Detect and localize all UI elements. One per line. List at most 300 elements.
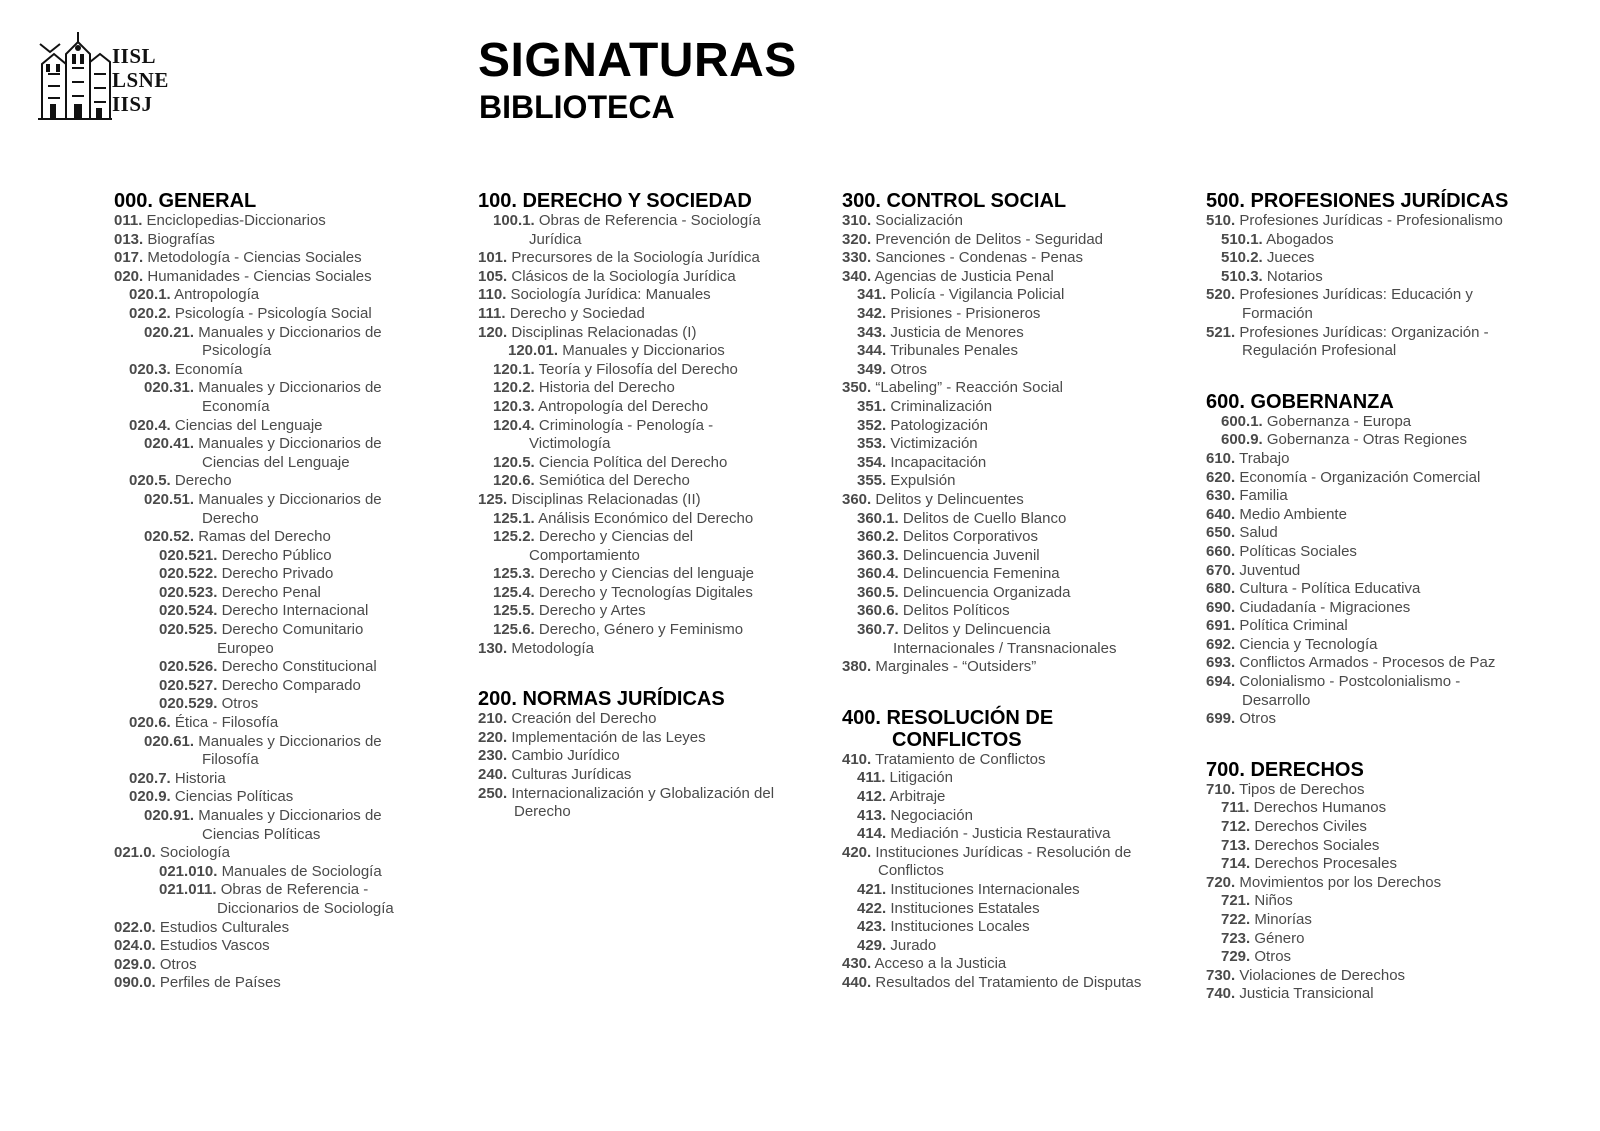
classification-entry (842, 249, 1182, 268)
entry-code: 120.2. (493, 379, 535, 397)
entry-code: 130. (478, 639, 508, 657)
entry-code: 600.1. (1221, 412, 1263, 430)
entry-code: 020.7. (129, 769, 171, 787)
classification-entry (1206, 487, 1546, 506)
entry-code: 360.3. (857, 546, 899, 564)
entry-code: 353. (857, 435, 887, 453)
classification-entry (842, 398, 1182, 417)
entry-label: Prevención de Delitos - Seguridad (875, 230, 1104, 248)
entry-code: 020.31. (144, 379, 195, 397)
entry-code: 423. (857, 918, 887, 936)
classification-entry (114, 324, 454, 361)
section-heading-text: 500. PROFESIONES JURÍDICAS (1206, 190, 1509, 212)
entry-code: 660. (1206, 542, 1236, 560)
entry-label: Derechos Sociales (1254, 836, 1380, 854)
classification-entry (842, 528, 1182, 547)
entry-label: Patologización (890, 416, 988, 434)
classification-entry (478, 491, 818, 510)
entry-code: 120.1. (493, 360, 535, 378)
classification-entry (1206, 543, 1546, 562)
entry-label: Internacionalización y Globalización del (511, 784, 775, 802)
entry-code: 360.5. (857, 583, 899, 601)
entry-code: 342. (857, 304, 887, 322)
classification-entry (114, 714, 454, 733)
entry-code: 230. (478, 747, 508, 765)
classification-entry (842, 472, 1182, 491)
classification-entry (1206, 212, 1546, 231)
classification-entry (1206, 524, 1546, 543)
classification-entry (478, 747, 818, 766)
classification-entry (842, 379, 1182, 398)
entry-code: 013. (114, 230, 144, 248)
entry-code: 220. (478, 728, 508, 746)
classification-entry (842, 491, 1182, 510)
classification-entry (1206, 249, 1546, 268)
entry-code: 120.4. (493, 416, 535, 434)
classification-entry (114, 584, 454, 603)
entry-label: Economía (174, 360, 243, 378)
entry-code: 105. (478, 267, 508, 285)
classification-entry (478, 361, 818, 380)
classification-entry (478, 379, 818, 398)
entry-label: Socialización (875, 212, 963, 229)
page-title: SIGNATURAS (478, 34, 797, 87)
entry-label: Biografías (147, 230, 215, 248)
entry-code: 343. (857, 323, 887, 341)
entry-label: Clásicos de la Sociología Jurídica (511, 267, 736, 285)
entry-code: 210. (478, 710, 508, 728)
classification-entry (842, 751, 1182, 770)
classification-entry (114, 677, 454, 696)
entry-label-continuation: Europeo (217, 639, 274, 657)
classification-entry (1206, 469, 1546, 488)
entry-label: Manuales de Sociología (221, 862, 382, 880)
entry-code: 330. (842, 249, 872, 267)
entry-code: 620. (1206, 468, 1236, 486)
section-heading-text: 000. GENERAL (114, 190, 257, 212)
entry-label: Manuales y Diccionarios de (198, 323, 382, 341)
entry-label: Profesiones Jurídicas - Profesionalismo (1239, 212, 1503, 229)
entry-label: Derecho Comparado (221, 676, 361, 694)
entry-code: 125. (478, 490, 508, 508)
entry-label-continuation: Derecho (514, 803, 571, 821)
entry-code: 125.4. (493, 583, 535, 601)
entry-label-continuation: Derecho (202, 509, 259, 527)
entry-code: 422. (857, 899, 887, 917)
entry-code: 120. (478, 323, 508, 341)
entry-label-continuation: Comportamiento (529, 546, 640, 564)
entry-label: Ciencia y Tecnología (1239, 635, 1378, 653)
entry-label: Ciudadanía - Migraciones (1239, 598, 1411, 616)
section (1206, 391, 1546, 729)
entry-label: Trabajo (1239, 449, 1290, 467)
entry-label: Derecho Constitucional (221, 658, 377, 676)
entry-code: 713. (1221, 836, 1251, 854)
entry-label: Justicia Transicional (1239, 985, 1374, 1003)
classification-entry (842, 342, 1182, 361)
classification-entry (842, 286, 1182, 305)
classification-entry (114, 547, 454, 566)
classification-entry (1206, 837, 1546, 856)
entry-label-continuation: Jurídica (529, 230, 582, 248)
classification-entry (114, 844, 454, 863)
entry-label: Estudios Culturales (159, 918, 290, 936)
entry-code: 120.6. (493, 472, 535, 490)
classification-entry (1206, 286, 1546, 323)
section-heading (1206, 759, 1546, 781)
classification-entry (478, 212, 818, 249)
classification-entry (114, 305, 454, 324)
entry-label: Ciencia Política del Derecho (538, 453, 728, 471)
section (1206, 190, 1546, 361)
entry-label: Obras de Referencia - Sociología (538, 212, 761, 229)
entry-code: 610. (1206, 449, 1236, 467)
entry-label: Abogados (1266, 230, 1334, 248)
entry-label: Justicia de Menores (890, 323, 1024, 341)
classification-entry (114, 695, 454, 714)
classification-entry (114, 379, 454, 416)
entry-code: 380. (842, 658, 872, 676)
entry-code: 020.21. (144, 323, 195, 341)
entry-code: 680. (1206, 580, 1236, 598)
entry-label: Delitos y Delincuencia (902, 621, 1051, 639)
entry-code: 125.5. (493, 602, 535, 620)
classification-entry (114, 937, 454, 956)
classification-entry (842, 435, 1182, 454)
entry-label-continuation: Conflictos (878, 862, 944, 880)
classification-entry (478, 324, 818, 343)
entry-code: 125.2. (493, 528, 535, 546)
entry-label: Otros (159, 955, 197, 973)
section (478, 688, 818, 822)
section (842, 707, 1182, 993)
entry-label: Género (1254, 929, 1305, 947)
entry-label: Delitos y Delincuentes (875, 490, 1024, 508)
classification-entry (842, 807, 1182, 826)
classification-entry (478, 342, 818, 361)
classification-entry (478, 602, 818, 621)
entry-label: Medio Ambiente (1239, 505, 1347, 523)
entry-label: Salud (1239, 524, 1278, 542)
entry-label: Derecho (174, 472, 232, 490)
classification-entry (114, 268, 454, 287)
entry-code: 011. (114, 212, 143, 229)
entry-label: Instituciones Jurídicas - Resolución de (875, 843, 1132, 861)
entry-code: 250. (478, 784, 508, 802)
entry-code: 125.3. (493, 565, 535, 583)
entry-label: Obras de Referencia - (220, 881, 369, 899)
entry-code: 020.91. (144, 807, 195, 824)
classification-entry (478, 640, 818, 659)
classification-entry (114, 788, 454, 807)
classification-entry (842, 324, 1182, 343)
classification-entry (478, 305, 818, 324)
section-heading-text: 200. NORMAS JURÍDICAS (478, 688, 725, 711)
entry-code: 020.3. (129, 360, 171, 378)
entry-label: Políticas Sociales (1239, 542, 1357, 560)
logo-line: LSNE (112, 68, 169, 92)
entry-code: 020.526. (159, 658, 218, 676)
section-heading (114, 190, 454, 212)
entry-code: 722. (1221, 911, 1251, 928)
classification-entry (842, 305, 1182, 324)
entry-label: Implementación de las Leyes (511, 728, 706, 746)
logo-text (112, 44, 169, 116)
classification-entry (478, 398, 818, 417)
entry-code: 723. (1221, 929, 1251, 947)
entry-label-continuation: Desarrollo (1242, 691, 1311, 709)
classification-entry (478, 417, 818, 454)
entry-code: 420. (842, 843, 872, 861)
entry-code: 740. (1206, 985, 1236, 1003)
entry-code: 120.01. (508, 342, 559, 360)
entry-code: 020.52. (144, 528, 195, 546)
entry-label: Jurado (890, 936, 937, 954)
classification-entry (842, 565, 1182, 584)
entry-code: 020. (114, 267, 144, 285)
section-heading (1206, 190, 1546, 212)
classification-entry (842, 918, 1182, 937)
entry-code: 349. (857, 360, 887, 378)
classification-entry (114, 472, 454, 491)
classification-entry (842, 825, 1182, 844)
entry-label: Derechos Procesales (1254, 855, 1397, 873)
entry-label: Antropología del Derecho (538, 397, 709, 415)
entry-code: 712. (1221, 818, 1251, 836)
classification-entry (478, 286, 818, 305)
entry-code: 720. (1206, 873, 1236, 891)
classification-entry (842, 788, 1182, 807)
entry-code: 020.6. (129, 714, 171, 732)
logo-line: IISJ (112, 92, 153, 116)
entry-code: 721. (1221, 892, 1251, 910)
entry-code: 510. (1206, 212, 1236, 229)
entry-label: Litigación (889, 769, 953, 787)
entry-label: Derecho Público (221, 546, 332, 564)
entry-label: Otros (221, 695, 259, 713)
classification-entry (114, 658, 454, 677)
classification-entry (842, 621, 1182, 658)
classification-entry (842, 937, 1182, 956)
entry-label: Semiótica del Derecho (538, 472, 690, 490)
entry-code: 630. (1206, 487, 1236, 505)
entry-code: 111. (478, 304, 506, 322)
entry-code: 351. (857, 397, 887, 415)
entry-code: 125.1. (493, 509, 535, 527)
classification-entry (114, 491, 454, 528)
classification-entry (842, 268, 1182, 287)
entry-label: Sociología Jurídica: Manuales (510, 286, 711, 304)
section-heading-continuation: CONFLICTOS (892, 728, 1022, 751)
entry-code: 412. (857, 788, 887, 806)
classification-entry (842, 547, 1182, 566)
entry-label: Sociología (159, 844, 230, 862)
entry-label: Derecho y Ciencias del lenguaje (538, 565, 755, 583)
entry-code: 310. (842, 212, 872, 229)
entry-code: 020.522. (159, 565, 218, 583)
entry-label: Metodología (511, 639, 594, 657)
entry-code: 730. (1206, 966, 1236, 984)
classification-entry (1206, 599, 1546, 618)
classification-entry (478, 510, 818, 529)
entry-code: 352. (857, 416, 887, 434)
entry-code: 020.529. (159, 695, 218, 713)
entry-code: 341. (857, 286, 887, 304)
logo-line: IISL (112, 44, 157, 68)
entry-code: 020.9. (129, 788, 171, 806)
entry-label: Acceso a la Justicia (874, 955, 1007, 973)
entry-label: Otros (890, 360, 928, 378)
classification-entry (1206, 710, 1546, 729)
entry-code: 020.523. (159, 583, 218, 601)
entry-label: Mediación - Justicia Restaurativa (890, 825, 1111, 843)
entry-code: 320. (842, 230, 872, 248)
entry-label: Manuales y Diccionarios (562, 342, 725, 360)
classification-entry (842, 417, 1182, 436)
entry-label: Manuales y Diccionarios de (198, 435, 382, 453)
entry-code: 694. (1206, 673, 1236, 691)
section-heading (478, 190, 818, 212)
entry-label: Delitos Corporativos (902, 528, 1038, 546)
entry-label: Tipos de Derechos (1239, 780, 1365, 798)
entry-label: Delitos Políticos (902, 602, 1010, 620)
entry-label: Ciencias Políticas (174, 788, 294, 806)
entry-label: Metodología - Ciencias Sociales (147, 249, 362, 267)
classification-entry (1206, 231, 1546, 250)
classification-entry (1206, 799, 1546, 818)
classification-entry (478, 565, 818, 584)
classification-entry (1206, 985, 1546, 1004)
entry-label: Economía - Organización Comercial (1239, 468, 1481, 486)
entry-code: 510.1. (1221, 230, 1263, 248)
classification-entry (1206, 636, 1546, 655)
entry-label: Tribunales Penales (890, 342, 1018, 360)
entry-code: 600.9. (1221, 431, 1263, 449)
classification-entry (1206, 892, 1546, 911)
entry-label-continuation: Psicología (202, 342, 272, 360)
entry-label: Minorías (1254, 911, 1312, 928)
entry-label-continuation: Ciencias Políticas (202, 825, 321, 843)
entry-code: 020.51. (144, 490, 195, 508)
entry-label: Policía - Vigilancia Policial (890, 286, 1065, 304)
entry-label: Derecho Internacional (221, 602, 369, 620)
entry-label: Instituciones Internacionales (890, 881, 1080, 898)
entry-label: Derecho y Artes (538, 602, 646, 620)
section-heading-text: 100. DERECHO Y SOCIEDAD (478, 190, 752, 212)
entry-label: Teoría y Filosofía del Derecho (538, 360, 738, 378)
entry-code: 410. (842, 750, 872, 768)
entry-label: Ética - Filosofía (174, 714, 279, 732)
entry-label: Incapacitación (890, 453, 987, 471)
section (1206, 759, 1546, 1004)
entry-code: 017. (114, 249, 144, 267)
entry-label: Gobernanza - Otras Regiones (1266, 431, 1467, 449)
entry-code: 360.1. (857, 509, 899, 527)
column-2 (478, 190, 818, 852)
entry-label: Cultura - Política Educativa (1239, 580, 1421, 598)
entry-code: 510.3. (1221, 267, 1263, 285)
entry-code: 020.5. (129, 472, 171, 490)
entry-label: Conflictos Armados - Procesos de Paz (1239, 654, 1496, 672)
classification-entry (1206, 654, 1546, 673)
entry-label: Análisis Económico del Derecho (538, 509, 754, 527)
entry-code: 693. (1206, 654, 1236, 672)
entry-code: 692. (1206, 635, 1236, 653)
classification-entry (1206, 324, 1546, 361)
entry-code: 120.5. (493, 453, 535, 471)
classification-entry (1206, 431, 1546, 450)
classification-entry (1206, 268, 1546, 287)
section (842, 190, 1182, 677)
entry-code: 020.41. (144, 435, 195, 453)
entry-label: Negociación (890, 806, 973, 824)
classification-entry (842, 900, 1182, 919)
entry-label: Juventud (1239, 561, 1301, 579)
entry-code: 020.1. (129, 286, 171, 304)
entry-code: 360.7. (857, 621, 899, 639)
entry-label: Creación del Derecho (511, 710, 657, 728)
entry-code: 429. (857, 936, 887, 954)
section-heading-text: 700. DERECHOS (1206, 758, 1364, 781)
entry-label: Precursores de la Sociología Jurídica (511, 249, 760, 267)
entry-code: 711. (1221, 799, 1250, 817)
entry-code: 021.0. (114, 844, 156, 862)
entry-code: 729. (1221, 948, 1251, 966)
entry-label: Niños (1254, 892, 1293, 910)
entry-code: 020.521. (159, 546, 218, 564)
classification-entry (842, 844, 1182, 881)
entry-label: Tratamiento de Conflictos (875, 750, 1046, 768)
entry-code: 110. (478, 286, 507, 304)
entry-label: Historia del Derecho (538, 379, 675, 397)
classification-entry (842, 658, 1182, 677)
entry-label: Ciencias del Lenguaje (174, 416, 323, 434)
column-4 (1206, 190, 1546, 1034)
entry-code: 440. (842, 973, 872, 991)
classification-entry (114, 565, 454, 584)
classification-entry (114, 974, 454, 993)
entry-code: 710. (1206, 780, 1236, 798)
classification-entry (842, 769, 1182, 788)
classification-entry (1206, 506, 1546, 525)
entry-label: Derecho, Género y Feminismo (538, 621, 744, 639)
entry-label-continuation: Victimología (529, 435, 611, 453)
classification-entry (114, 919, 454, 938)
entry-label: Resultados del Tratamiento de Disputas (875, 973, 1142, 991)
column-1 (114, 190, 454, 1023)
classification-entry (1206, 818, 1546, 837)
entry-label: Derecho Comunitario (221, 621, 364, 639)
classification-entry (842, 361, 1182, 380)
classification-entry (842, 584, 1182, 603)
classification-entry (1206, 617, 1546, 636)
entry-label: Gobernanza - Europa (1266, 412, 1412, 430)
entry-label: Manuales y Diccionarios de (198, 807, 382, 824)
classification-entry (1206, 930, 1546, 949)
classification-entry (1206, 874, 1546, 893)
classification-entry (114, 621, 454, 658)
classification-entry (478, 621, 818, 640)
entry-code: 691. (1206, 617, 1236, 635)
entry-code: 414. (857, 825, 887, 843)
classification-entry (114, 231, 454, 250)
page-subtitle: BIBLIOTECA (479, 89, 675, 125)
classification-entry (842, 231, 1182, 250)
classification-entry (114, 528, 454, 547)
entry-label: Derecho Penal (221, 583, 321, 601)
classification-entry (478, 584, 818, 603)
section (114, 190, 454, 993)
